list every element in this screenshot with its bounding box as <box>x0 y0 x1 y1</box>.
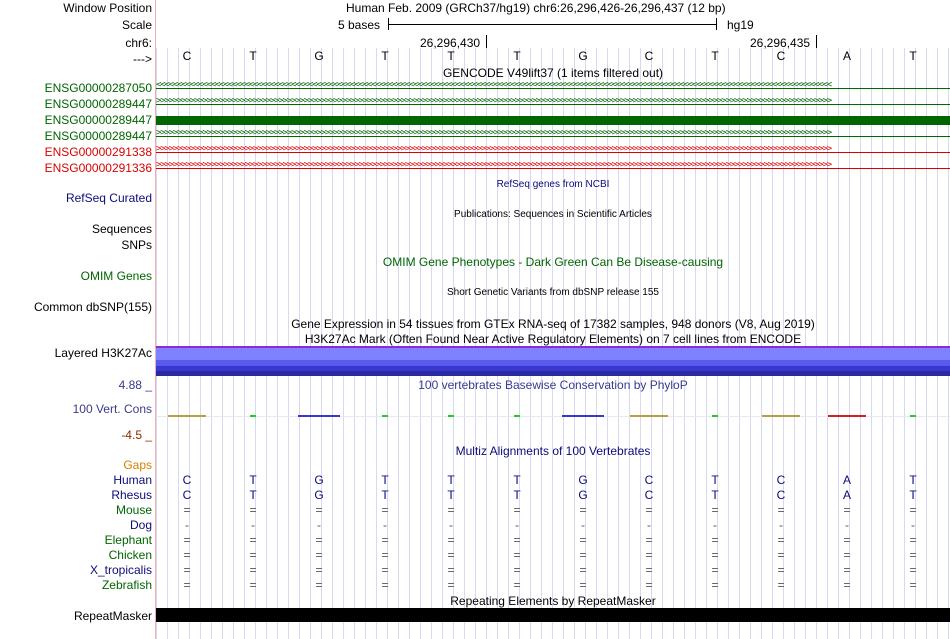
alignment-base: C <box>776 488 786 502</box>
alignment-base: = <box>381 578 389 592</box>
phylop-score-mark <box>168 415 206 417</box>
alignment-base: G <box>314 473 324 487</box>
alignment-base: C <box>182 488 192 502</box>
alignment-base: = <box>447 533 455 547</box>
layered-h3k27ac-label[interactable]: Layered H3K27Ac <box>54 346 152 360</box>
species-label[interactable]: X_tropicalis <box>89 563 152 577</box>
gencode-feature[interactable]: >>>>>>>>>>>>>>>>>>>>>>>>>>>>>>>>>>>>>>>>>>>>>>>>>>>>>>>>>>>>>>>>>>>>>>>>>>>>>>>>>>>>>>>>>>>>>>>>>>>>>>>>>>>>>>>>>>>>>>>>>>>>>>>>>>>>>>>>>>>>>>>>>>>>>>>>>>>>>>>> <box>156 131 950 141</box>
scale-bases-text: 5 bases <box>338 18 381 32</box>
position-label-2: 26,296,435 <box>750 36 811 50</box>
alignment-base: = <box>909 533 917 547</box>
gencode-item-label[interactable]: ENSG00000289447 <box>44 97 152 111</box>
alignment-base: = <box>513 563 521 577</box>
alignment-base: = <box>579 503 587 517</box>
alignment-base: C <box>776 473 786 487</box>
base-letter: T <box>513 49 521 63</box>
alignment-base: = <box>645 503 653 517</box>
alignment-base: = <box>513 578 521 592</box>
alignment-base: T <box>711 488 719 502</box>
omim-title: OMIM Gene Phenotypes - Dark Green Can Be Disease-causing <box>382 255 724 269</box>
alignment-base: = <box>579 533 587 547</box>
alignment-base: - <box>779 518 783 532</box>
track-image-area[interactable] <box>156 0 950 639</box>
alignment-base: = <box>843 503 851 517</box>
alignment-base: = <box>249 563 257 577</box>
phylop-title: 100 vertebrates Basewise Conservation by PhyloP <box>418 378 688 392</box>
alignment-base: = <box>381 563 389 577</box>
scale-ruler-tick-right <box>716 18 717 30</box>
alignment-base: = <box>777 533 785 547</box>
alignment-base: = <box>909 578 917 592</box>
alignment-base: A <box>842 488 851 502</box>
repeatmasker-title: Repeating Elements by RepeatMasker <box>450 594 656 608</box>
scale-db-text: hg19 <box>727 18 754 32</box>
alignment-base: = <box>183 533 191 547</box>
alignment-base: = <box>315 563 323 577</box>
common-dbsnp-label[interactable]: Common dbSNP(155) <box>33 300 152 314</box>
phylop-score-mark <box>250 415 256 417</box>
alignment-base: = <box>645 533 653 547</box>
alignment-base: = <box>711 548 719 562</box>
scale-ruler <box>388 24 716 25</box>
snps-label[interactable]: SNPs <box>121 238 152 252</box>
alignment-base: T <box>249 473 257 487</box>
alignment-base: = <box>909 548 917 562</box>
alignment-base: = <box>249 548 257 562</box>
alignment-base: C <box>182 473 192 487</box>
alignment-base: - <box>911 518 915 532</box>
scale-label: Scale <box>121 18 152 32</box>
alignment-base: = <box>777 563 785 577</box>
phylop-score-mark <box>514 415 520 417</box>
phylop-min-label: -4.5 _ <box>121 428 152 442</box>
position-label-1: 26,296,430 <box>420 36 481 50</box>
alignment-base: = <box>513 503 521 517</box>
alignment-base: = <box>579 548 587 562</box>
base-letter: T <box>249 49 257 63</box>
species-label[interactable]: Chicken <box>108 548 152 562</box>
base-letter: C <box>182 49 192 63</box>
phylop-score-mark <box>762 415 800 417</box>
base-letter: T <box>909 49 917 63</box>
repeatmasker-label[interactable]: RepeatMasker <box>73 609 152 623</box>
gencode-item-label[interactable]: ENSG00000287050 <box>44 81 152 95</box>
gencode-feature[interactable]: >>>>>>>>>>>>>>>>>>>>>>>>>>>>>>>>>>>>>>>>>>>>>>>>>>>>>>>>>>>>>>>>>>>>>>>>>>>>>>>>>>>>>>>>>>>>>>>>>>>>>>>>>>>>>>>>>>>>>>>>>>>>>>>>>>>>>>>>>>>>>>>>>>>>>>>>>>>>>>>> <box>156 163 950 173</box>
position-tick-1 <box>486 35 487 48</box>
base-letter: T <box>711 49 719 63</box>
alignment-base: = <box>315 533 323 547</box>
h3k27ac-signal <box>156 346 950 376</box>
dbsnp-title: Short Genetic Variants from dbSNP release 155 <box>447 287 659 298</box>
species-label[interactable]: Dog <box>129 518 152 532</box>
alignment-base: T <box>381 473 389 487</box>
gencode-item-label[interactable]: ENSG00000289447 <box>44 113 152 127</box>
alignment-base: T <box>513 473 521 487</box>
alignment-base: = <box>711 533 719 547</box>
strand-label: ---> <box>133 52 152 66</box>
alignment-base: = <box>579 578 587 592</box>
alignment-base: G <box>578 488 588 502</box>
alignment-base: = <box>513 533 521 547</box>
gencode-title: GENCODE V49lift37 (1 items filtered out) <box>442 66 664 80</box>
alignment-base: = <box>315 503 323 517</box>
alignment-base: T <box>513 488 521 502</box>
gencode-feature[interactable]: >>>>>>>>>>>>>>>>>>>>>>>>>>>>>>>>>>>>>>>>>>>>>>>>>>>>>>>>>>>>>>>>>>>>>>>>>>>>>>>>>>>>>>>>>>>>>>>>>>>>>>>>>>>>>>>>>>>>>>>>>>>>>>>>>>>>>>>>>>>>>>>>>>>>>>>>>>>>>>>> <box>156 147 950 157</box>
alignment-base: = <box>843 548 851 562</box>
alignment-base: = <box>315 578 323 592</box>
alignment-base: = <box>381 503 389 517</box>
alignment-base: G <box>578 473 588 487</box>
phylop-score-mark <box>562 415 604 417</box>
gencode-feature[interactable] <box>156 116 950 125</box>
phylop-score-mark <box>910 415 916 417</box>
alignment-base: - <box>581 518 585 532</box>
phylop-score-mark <box>382 415 388 417</box>
alignment-base: = <box>249 533 257 547</box>
alignment-base: T <box>447 473 455 487</box>
base-letter: C <box>644 49 654 63</box>
alignment-base: G <box>314 488 324 502</box>
gencode-item-label[interactable]: ENSG00000291338 <box>44 145 152 159</box>
alignment-base: = <box>381 533 389 547</box>
alignment-base: = <box>447 563 455 577</box>
alignment-base: = <box>843 578 851 592</box>
alignment-base: - <box>185 518 189 532</box>
alignment-base: = <box>183 548 191 562</box>
base-letter: A <box>842 49 851 63</box>
alignment-base: - <box>449 518 453 532</box>
alignment-base: C <box>644 488 654 502</box>
repeatmasker-element <box>156 608 950 622</box>
sequences-label[interactable]: Sequences <box>91 222 152 236</box>
phylop-score-mark <box>448 415 454 417</box>
alignment-base: = <box>711 503 719 517</box>
alignment-base: = <box>579 563 587 577</box>
alignment-base: = <box>843 533 851 547</box>
phylop-max-label: 4.88 _ <box>118 378 152 392</box>
alignment-base: = <box>843 563 851 577</box>
alignment-base: = <box>447 548 455 562</box>
h3k27ac-title: H3K27Ac Mark (Often Found Near Active Regulatory Elements) on 7 cell lines from ENCODE <box>304 332 802 346</box>
gencode-item-label[interactable]: ENSG00000291336 <box>44 161 152 175</box>
alignment-base: = <box>777 503 785 517</box>
alignment-base: - <box>845 518 849 532</box>
base-letter: G <box>314 49 324 63</box>
species-label[interactable]: Elephant <box>104 533 152 547</box>
alignment-base: - <box>713 518 717 532</box>
phylop-score-mark <box>828 415 866 417</box>
alignment-base: C <box>644 473 654 487</box>
alignment-base: = <box>513 548 521 562</box>
vert-cons-label[interactable]: 100 Vert. Cons <box>72 402 152 416</box>
gencode-feature[interactable]: <<<<<<<<<<<<<<<<<<<<<<<<<<<<<<<<<<<<<<<<<<<<<<<<<<<<<<<<<<<<<<<<<<<<<<<<<<<<<<<<<<<<<<<<<<<<<<<<<<<<<<<<<<<<<<<<<<<<<<<<<<<<<<<<<<<<<<<<<<<<<<<<<<<<<<<<<<<<<<<< <box>156 83 950 93</box>
alignment-base: - <box>647 518 651 532</box>
species-label[interactable]: Human <box>113 473 152 487</box>
alignment-base: - <box>317 518 321 532</box>
alignment-base: T <box>711 473 719 487</box>
phylop-score-mark <box>298 415 340 417</box>
alignment-base: A <box>842 473 851 487</box>
species-label[interactable]: Rhesus <box>111 488 152 502</box>
alignment-base: = <box>645 578 653 592</box>
alignment-base: - <box>383 518 387 532</box>
alignment-base: = <box>909 503 917 517</box>
alignment-base: T <box>447 488 455 502</box>
alignment-base: = <box>711 563 719 577</box>
multiz-title: Multiz Alignments of 100 Vertebrates <box>455 444 651 458</box>
alignment-base: T <box>909 473 917 487</box>
alignment-base: - <box>251 518 255 532</box>
alignment-base: T <box>909 488 917 502</box>
alignment-base: = <box>447 578 455 592</box>
alignment-base: T <box>249 488 257 502</box>
alignment-base: T <box>381 488 389 502</box>
refseq-title: RefSeq genes from NCBI <box>496 179 610 190</box>
alignment-base: = <box>315 548 323 562</box>
alignment-base: = <box>249 578 257 592</box>
alignment-base: = <box>447 503 455 517</box>
alignment-base: - <box>515 518 519 532</box>
alignment-base: = <box>777 548 785 562</box>
chrom-label: chr6: <box>125 36 152 50</box>
gaps-label[interactable]: Gaps <box>123 458 152 472</box>
base-letter: T <box>381 49 389 63</box>
alignment-base: = <box>645 548 653 562</box>
species-label[interactable]: Zebrafish <box>101 578 152 592</box>
phylop-score-mark <box>712 415 718 417</box>
alignment-base: = <box>249 503 257 517</box>
alignment-base: = <box>183 563 191 577</box>
gencode-item-label[interactable]: ENSG00000289447 <box>44 129 152 143</box>
gencode-feature[interactable]: >>>>>>>>>>>>>>>>>>>>>>>>>>>>>>>>>>>>>>>>>>>>>>>>>>>>>>>>>>>>>>>>>>>>>>>>>>>>>>>>>>>>>>>>>>>>>>>>>>>>>>>>>>>>>>>>>>>>>>>>>>>>>>>>>>>>>>>>>>>>>>>>>>>>>>>>>>>>>>>> <box>156 99 950 109</box>
base-letter: G <box>578 49 588 63</box>
assembly-position-text: Human Feb. 2009 (GRCh37/hg19) chr6:26,296,426-26,296,437 (12 bp) <box>346 1 726 15</box>
base-letter: T <box>447 49 455 63</box>
alignment-base: = <box>777 578 785 592</box>
base-letter: C <box>776 49 786 63</box>
omim-genes-label[interactable]: OMIM Genes <box>80 269 152 283</box>
alignment-base: = <box>183 503 191 517</box>
alignment-base: = <box>711 578 719 592</box>
alignment-base: = <box>645 563 653 577</box>
publications-title: Publications: Sequences in Scientific Articles <box>454 209 652 220</box>
gtex-title: Gene Expression in 54 tissues from GTEx RNA-seq of 17382 samples, 948 donors (V8, Aug 2019) <box>291 317 815 331</box>
species-label[interactable]: Mouse <box>115 503 152 517</box>
alignment-base: = <box>381 548 389 562</box>
window-position-label: Window Position <box>63 1 152 15</box>
position-tick-2 <box>816 35 817 48</box>
track-label-column <box>0 0 156 639</box>
scale-ruler-tick-left <box>388 18 389 30</box>
alignment-base: = <box>909 563 917 577</box>
phylop-score-mark <box>630 415 668 417</box>
refseq-curated-label[interactable]: RefSeq Curated <box>65 191 152 205</box>
alignment-base: = <box>183 578 191 592</box>
